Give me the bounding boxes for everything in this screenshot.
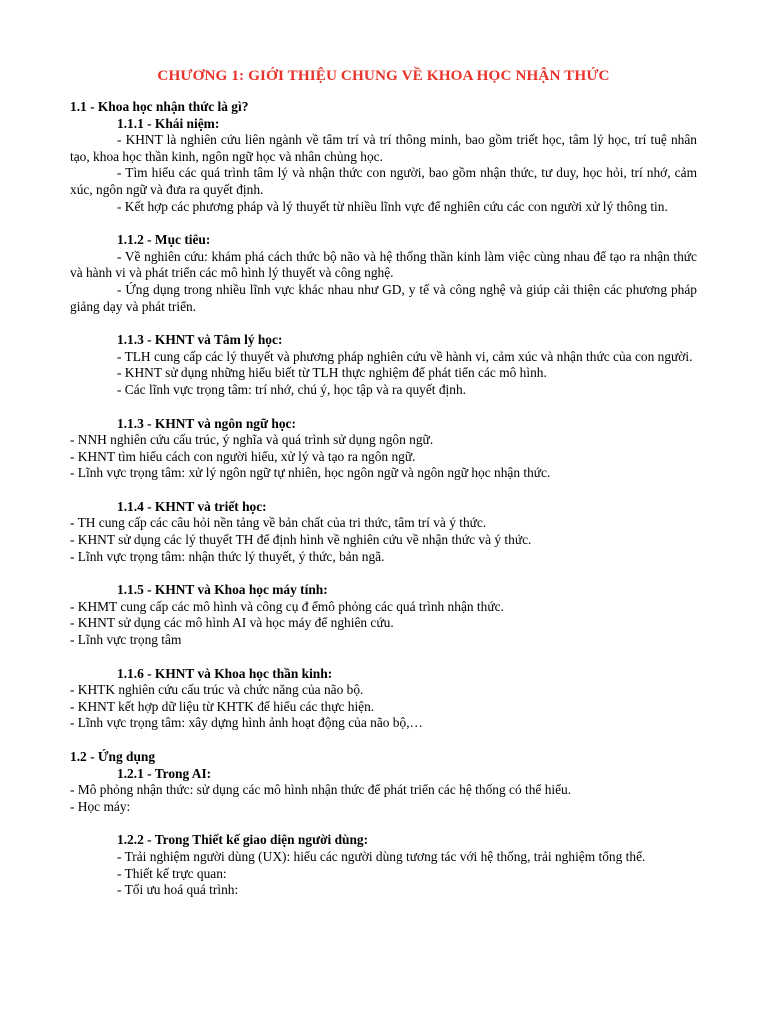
bullet-paragraph: - Mô phỏng nhận thức: sử dụng các mô hình nhận thức để phát triển các hệ thống có thể hiểu. (70, 782, 572, 798)
bullet-paragraph: - KHNT là nghiên cứu liên ngành về tâm trí và trí thông minh, bao gồm triết học, tâm lý học, trí tuệ nhân tạo, khoa học thần kinh, ngôn ngữ học và nhân chủng học. (70, 132, 697, 164)
subsection-heading: 1.1.6 - KHNT và Khoa học thần kinh: (117, 665, 333, 681)
section-heading: 1.1 - Khoa học nhận thức là gì? (70, 99, 249, 114)
bullet-paragraph: - Trải nghiệm người dùng (UX): hiểu các người dùng tương tác với hệ thống, trải nghiệm tổng thể. (117, 848, 646, 864)
bullet-paragraph: - Tối ưu hoá quá trình: (117, 882, 239, 898)
bullet-paragraph: - KHNT sử dụng những hiểu biết từ TLH thực nghiệm để phát tiển các mô hình. (117, 365, 547, 381)
subsection-heading: 1.1.2 - Mục tiêu: (117, 232, 211, 248)
bullet-paragraph: - NNH nghiên cứu cấu trúc, ý nghĩa và quá trình sử dụng ngôn ngữ. (70, 432, 434, 448)
bullet-paragraph: - Lĩnh vực trọng tâm: xử lý ngôn ngữ tự nhiên, học ngôn ngữ và ngôn ngữ học nhận thức. (70, 465, 551, 481)
subsection-block (70, 582, 697, 648)
subsection-block (70, 332, 697, 398)
subsection-heading: 1.2.1 - Trong AI: (117, 765, 212, 781)
chapter-title: CHƯƠNG 1: GIỚI THIỆU CHUNG VỀ KHOA HỌC NHẬN THỨC (157, 67, 610, 84)
subsection-block (70, 666, 697, 732)
subsection-heading: 1.1.3 - KHNT và Tâm lý học: (117, 332, 283, 348)
bullet-paragraph: - Lĩnh vực trọng tâm: nhận thức lý thuyết, ý thức, bản ngã. (70, 548, 385, 564)
bullet-paragraph: - Lĩnh vực trọng tâm: xây dựng hình ảnh hoạt động của não bộ,… (70, 715, 423, 731)
bullet-paragraph: - Lĩnh vực trọng tâm (70, 632, 182, 648)
subsection-block (70, 766, 697, 816)
bullet-paragraph: - Tìm hiểu các quá trình tâm lý và nhận thức con người, bao gồm nhận thức, tư duy, học hỏi, trí nhớ, cảm xúc, ngôn ngữ và đưa ra quyết định. (70, 165, 697, 197)
bullet-paragraph: - KHNT sử dụng các mô hình AI và học máy để nghiên cứu. (70, 615, 394, 631)
subsection-heading: 1.2.2 - Trong Thiết kế giao diện người dùng: (117, 832, 369, 848)
bullet-paragraph: - Về nghiên cứu: khám phá cách thức bộ não và hệ thống thần kinh làm việc cùng nhau để tạo ra nhận thức và hành vi và phát triển các mô hình lý thuyết và công nghệ. (70, 248, 697, 281)
bullet-paragraph: - Các lĩnh vực trọng tâm: trí nhớ, chú ý, học tập và ra quyết định. (117, 381, 467, 397)
bullet-paragraph: - Kết hợp các phương pháp và lý thuyết từ nhiều lĩnh vực để nghiên cứu các con người xử lý thông tin. (117, 198, 668, 214)
bullet-paragraph: - TLH cung cấp các lý thuyết và phương pháp nghiên cứu về hành vi, cảm xúc và nhận thức của con người. (117, 348, 693, 364)
bullet-paragraph: - KHNT kết hợp dữ liệu từ KHTK để hiểu các thực hiện. (70, 698, 375, 714)
bullet-paragraph: - TH cung cấp các câu hỏi nền tảng về bản chất của tri thức, tâm trí và ý thức. (70, 515, 487, 531)
bullet-paragraph: - KHNT sử dụng các lý thuyết TH để định hình về nghiên cứu về nhận thức và ý thức. (70, 532, 532, 548)
subsection-heading: 1.1.3 - KHNT và ngôn ngữ học: (117, 415, 296, 431)
bullet-paragraph: - Học máy: (70, 798, 131, 814)
subsection-heading: 1.1.1 - Khái niệm: (117, 115, 220, 131)
bullet-paragraph: - Ứng dụng trong nhiều lĩnh vực khác nhau như GD, y tế và công nghệ và giúp cải thiện các phương pháp giảng dạy và phát triển. (70, 281, 697, 314)
subsection-heading: 1.1.5 - KHNT và Khoa học máy tính: (117, 582, 328, 598)
subsection-block (70, 232, 697, 315)
subsection-block (70, 116, 697, 216)
subsection-heading: 1.1.4 - KHNT và triết học: (117, 498, 267, 514)
bullet-paragraph: - KHMT cung cấp các mô hình và công cụ đ ểmô phỏng các quá trình nhận thức. (70, 598, 504, 614)
subsection-block (70, 416, 697, 482)
subsection-block (70, 832, 697, 898)
bullet-paragraph: - KHNT tìm hiểu cách con người hiểu, xử lý và tạo ra ngôn ngữ. (70, 448, 416, 464)
bullet-paragraph: - KHTK nghiên cứu cấu trúc và chức năng của não bộ. (70, 682, 364, 698)
section-heading: 1.2 - Ứng dụng (70, 749, 156, 764)
subsection-block (70, 499, 697, 565)
document-body (70, 99, 697, 899)
bullet-paragraph: - Thiết kế trực quan: (117, 865, 227, 881)
